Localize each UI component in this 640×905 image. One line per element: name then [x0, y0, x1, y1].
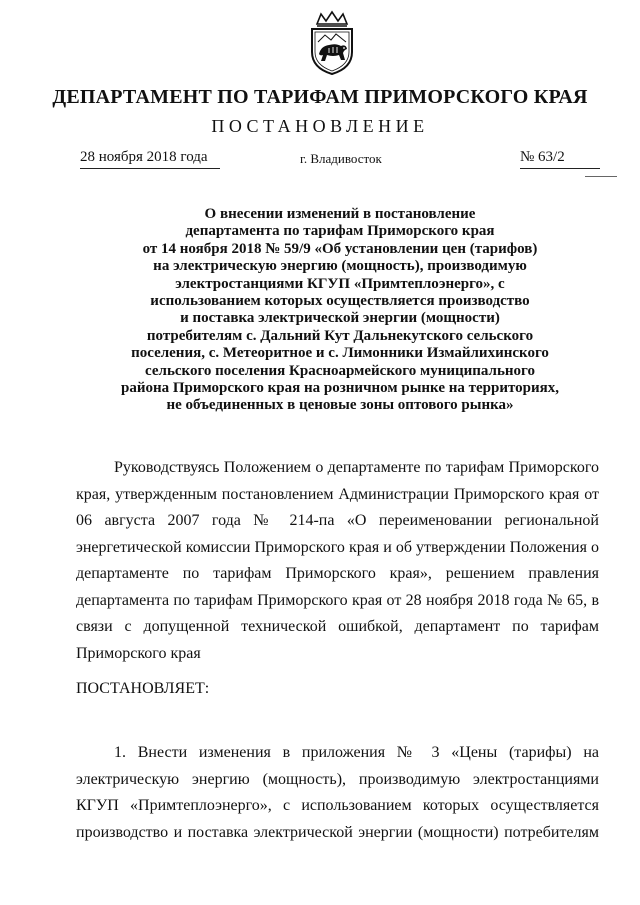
document-type: ПОСТАНОВЛЕНИЕ: [211, 116, 429, 136]
coat-of-arms-icon: [303, 10, 361, 76]
document-number: № 63/2: [520, 149, 600, 169]
resolve-label: ПОСТАНОВЛЯЕТ:: [76, 680, 210, 697]
preamble-paragraph: Руководствуясь Положением о департаменте по тарифам Приморского края, утвержденным постановлением Администрации Приморского края от 06 августа 2007 года № 214-па «О переименовании региональной энергетической комиссии Приморского края и об утверждении Положения о департаменте по тарифам Приморского края», решением правления департамента по тарифам Приморского края от 28 ноября 2018 года № 65, в связи с допущенной технической ошибкой, департамент по тарифам Приморского края: [76, 459, 599, 662]
document-city: г. Владивосток: [300, 151, 382, 166]
department-title: ДЕПАРТАМЕНТ ПО ТАРИФАМ ПРИМОРСКОГО КРАЯ: [52, 86, 588, 108]
clause-1-paragraph: 1. Внести изменения в приложения № 3 «Цены (тарифы) на электрическую энергию (мощность), производимую электростанциями КГУП «Примтеплоэнерго», с использованием которых осуществляется производство и поставка электрической энергии (мощности) потребителям: [76, 744, 599, 841]
document-heading: О внесении изменений в постановление департамента по тарифам Приморского края от 14 ноября 2018 № 59/9 «Об установлении цен (тарифов) на электрическую энергию (мощность), производимую электростанциями КГУП «Примтеплоэнерго», с использованием которых осуществляется производство и поставка электрической энергии (мощности) потребителям с. Дальний Кут Дальнекутского сельского поселения, с. Метеоритное и с. Лимонники Измайлихинского сельского поселения Красноармейского муниципального района Приморского края на розничном рынке на территориях, не объединенных в ценовые зоны оптового рынка»: [120, 206, 559, 414]
document-date: 28 ноября 2018 года: [80, 149, 220, 169]
number-underline: [585, 176, 617, 177]
